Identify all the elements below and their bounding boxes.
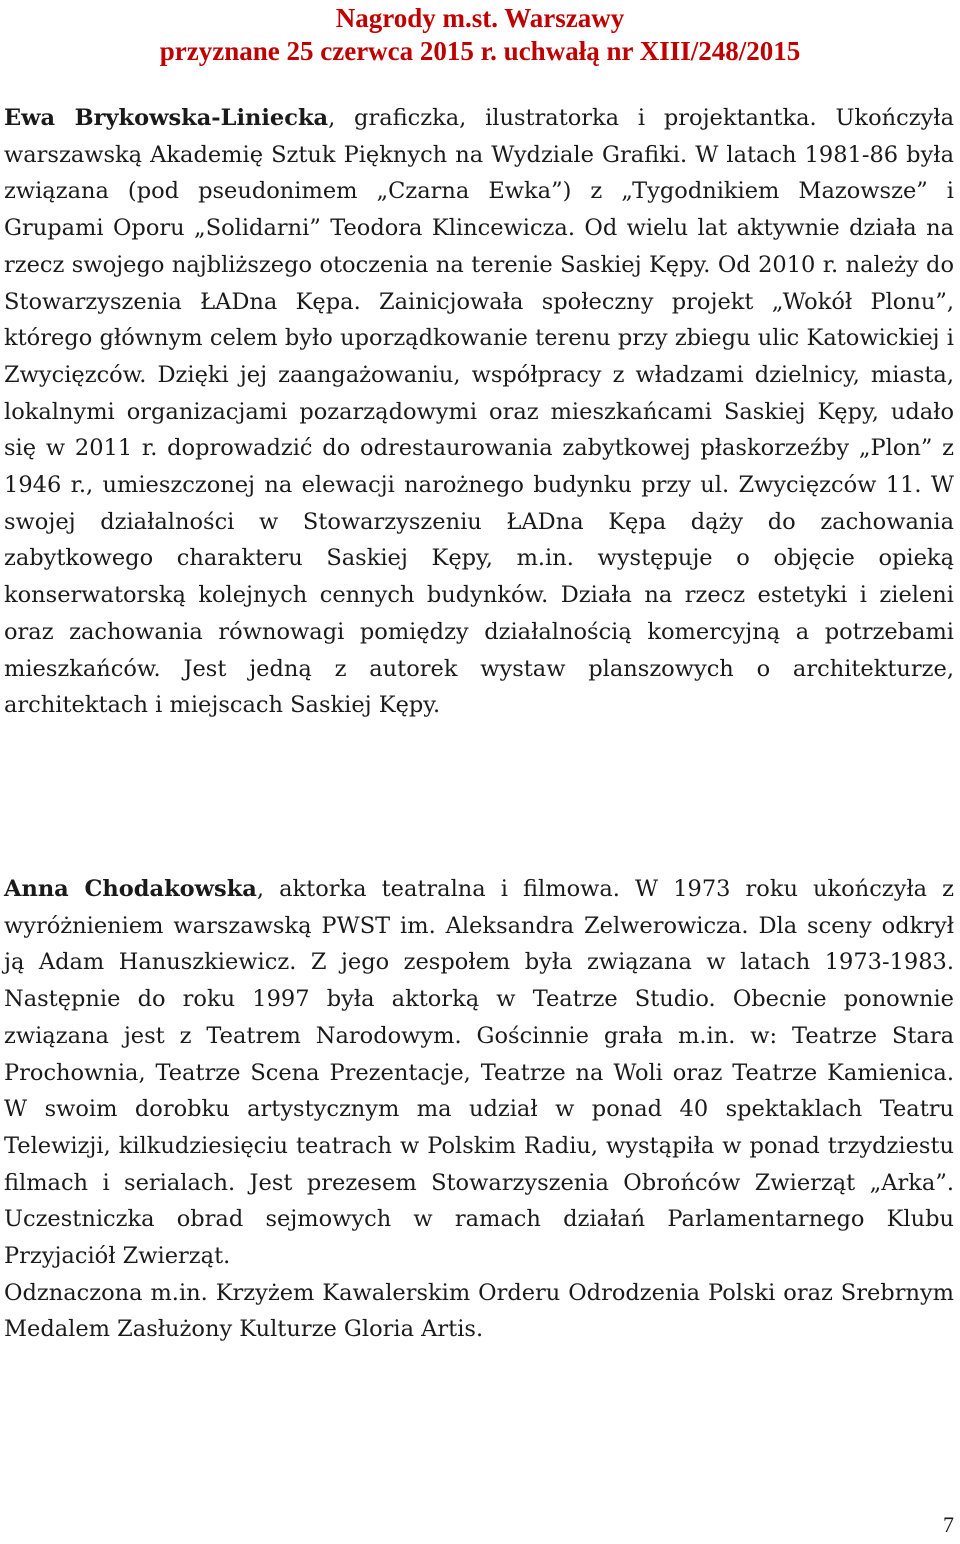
entry-name: Ewa Brykowska-Liniecka: [4, 105, 329, 131]
entry-awards: Odznaczona m.in. Krzyżem Kawalerskim Orderu Odrodzenia Polski oraz Srebrnym Medalem Zasłużony Kulturze Gloria Artis.: [4, 1279, 954, 1343]
header-subtitle: przyznane 25 czerwca 2015 r. uchwałą nr XIII/248/2015: [159, 36, 801, 66]
entry-paragraph: [4, 871, 954, 1275]
entry-chodakowska: [4, 871, 954, 1348]
entry-paragraph: [4, 100, 954, 724]
entry-text: , graficzka, ilustratorka i projektantka. Ukończyła warszawską Akademię Sztuk Pięknych na Wydziale Grafiki. W latach 1981-86 była związana (pod pseudonimem „Czarna Ewka”) z „Tygodnikiem Mazowsze” i Grupami Oporu „Solidarni” Teodora Klincewicza. Od wielu lat aktywnie działa na rzecz swojego najbliższego otoczenia na terenie Saskiej Kępy. Od 2010 r. należy do Stowarzyszenia ŁADna Kępa. Zainicjowała społeczny projekt „Wokół Plonu”, którego głównym celem było uporządkowanie terenu przy zbiegu ulic Katowickiej i Zwycięzców. Dzięki jej zaangażowaniu, współpracy z władzami dzielnicy, miasta, lokalnymi organizacjami pozarządowymi oraz mieszkańcami Saskiej Kępy, udało się w 2011 r. doprowadzić do odrestaurowania zabytkowej płaskorzeźby „Plon” z 1946 r., umieszczonej na elewacji narożnego budynku przy ul. Zwycięzców 11. W swojej działalności w Stowarzyszeniu ŁADna Kępa dąży do zachowania zabytkowego charakteru Saskiej Kępy, m.in. występuje o objęcie opieką konserwatorską kolejnych cennych budynków. Działa na rzecz estetyki i zieleni oraz zachowania równowagi pomiędzy działalnością komercyjną a potrzebami mieszkańców. Jest jedną z autorek wystaw planszowych o architekturze, architektach i miejscach Saskiej Kępy.: [4, 105, 954, 719]
entry-text: , aktorka teatralna i filmowa. W 1973 roku ukończyła z wyróżnieniem warszawską PWST im. Aleksandra Zelwerowicza. Dla sceny odkrył ją Adam Hanuszkiewicz. Z jego zespołem była związana w latach 1973-1983. Następnie do roku 1997 była aktorką w Teatrze Studio. Obecnie ponownie związana jest z Teatrem Narodowym. Gościnnie grała m.in. w: Teatrze Stara Prochownia, Teatrze Scena Prezentacje, Teatrze na Woli oraz Teatrze Kamienica. W swoim dorobku artystycznym ma udział w ponad 40 spektaklach Teatru Telewizji, kilkudziesięciu teatrach w Polskim Radiu, wystąpiła w ponad trzydziestu filmach i serialach. Jest prezesem Stowarzyszenia Obrońców Zwierząt „Arka”. Uczestniczka obrad sejmowych w ramach działań Parlamentarnego Klubu Przyjaciół Zwierząt.: [4, 876, 954, 1270]
page-number: 7: [943, 1512, 954, 1537]
header-title: Nagrody m.st. Warszawy: [335, 3, 625, 33]
entry-brykowska: [4, 100, 954, 724]
page-header: [0, 2, 960, 68]
entry-name: Anna Chodakowska: [4, 876, 257, 902]
